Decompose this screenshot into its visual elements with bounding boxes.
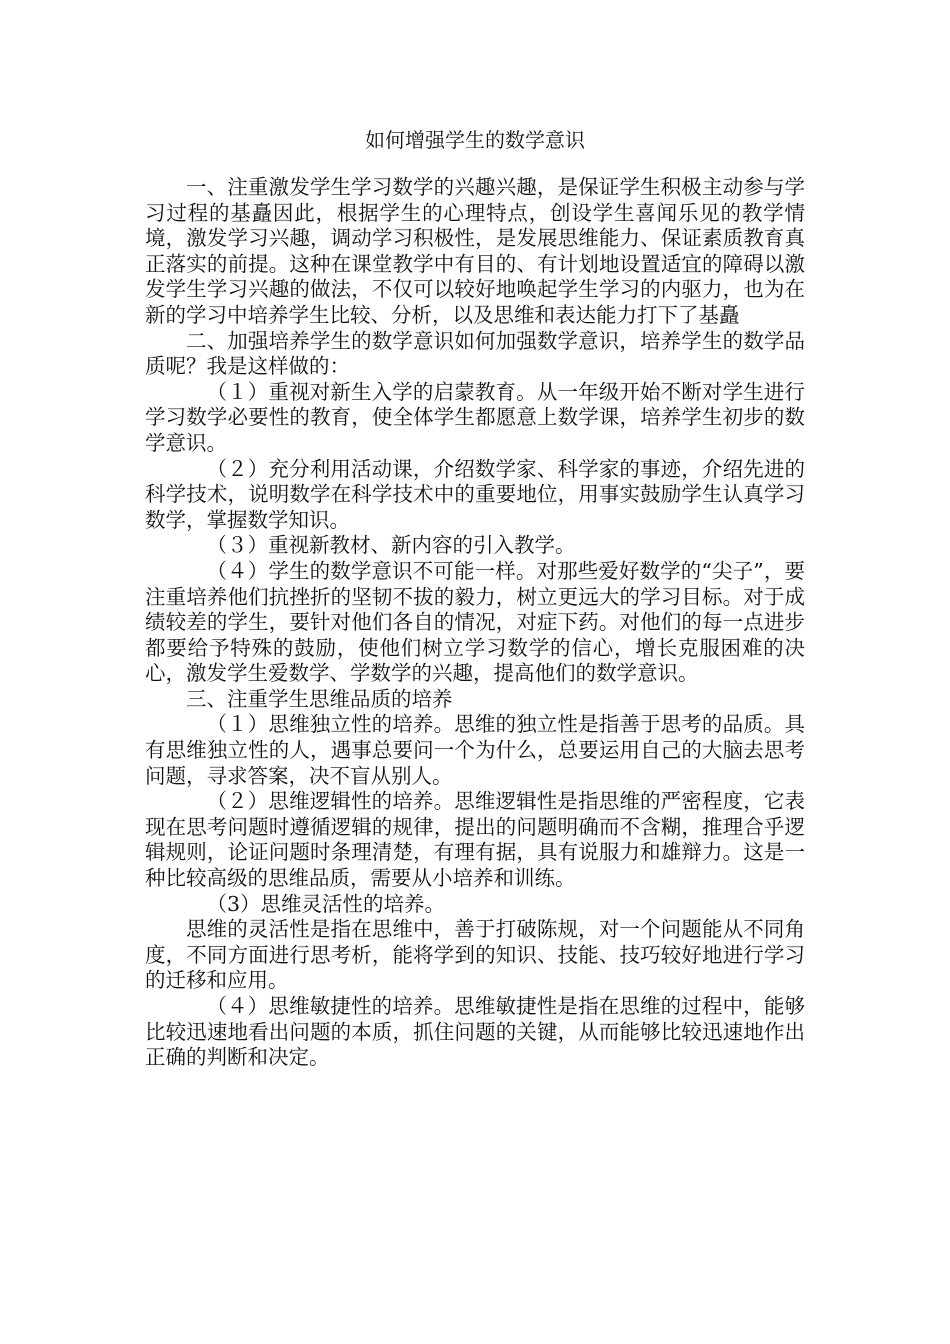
paragraph-section-1: 一、注重激发学生学习数学的兴趣兴趣，是保证学生积极主动参与学习过程的基矗因此，根据学生的心理特点，创设学生喜闻乐见的教学情境，激发学习兴趣，调动学习积极性，是发展思维能力、保证素质教育真正落实的前提。这种在课堂教学中有目的、有计划地设置适宜的障碍以激发学生学习兴趣的做法，不仅可以较好地唤起学生学习的内驱力，也为在新的学习中培养学生比较、分析，以及思维和表达能力打下了基矗 (145, 175, 805, 327)
paragraph-section-2-item-1: （１）重视对新生入学的启蒙教育。从一年级开始不断对学生进行学习数学必要性的教育，使全体学生都愿意上数学课，培养学生初步的数学意识。 (145, 379, 805, 455)
paragraph-section-2-item-2: （２）充分利用活动课，介绍数学家、科学家的事迹，介绍先进的科学技术，说明数学在科学技术中的重要地位，用事实鼓励学生认真学习数学，掌握数学知识。 (145, 456, 805, 532)
document-body (145, 175, 805, 1071)
paragraph-section-2-item-4: （４）学生的数学意识不可能一样。对那些爱好数学的“尖子”，要注重培养他们抗挫折的坚韧不拔的毅力，树立更远大的学习目标。对于成绩较差的学生，要针对他们各自的情况，对症下药。对他们的每一点进步都要给予特殊的鼓励，使他们树立学习数学的信心，增长克服困难的决心，激发学生爱数学、学数学的兴趣，提高他们的数学意识。 (145, 558, 805, 686)
paragraph-section-3-item-3-body: 思维的灵活性是指在思维中，善于打破陈规，对一个问题能从不同角度，不同方面进行思考析，能将学到的知识、技能、技巧较好地进行学习的迁移和应用。 (145, 917, 805, 993)
paragraph-section-3-item-3: （3）思维灵活性的培养。 (206, 891, 446, 916)
paragraph-section-3-item-2: （２）思维逻辑性的培养。思维逻辑性是指思维的严密程度，它表现在思考问题时遵循逻辑的规律，提出的问题明确而不含糊，推理合乎逻辑规则，论证问题时条理清楚，有理有据，具有说服力和雄辩力。这是一种比较高级的思维品质，需要从小培养和训练。 (145, 789, 805, 891)
paragraph-section-3: 三、注重学生思维品质的培养 (186, 686, 453, 711)
document-title: 如何增强学生的数学意识 (365, 128, 585, 152)
paragraph-section-3-item-1: （１）思维独立性的培养。思维的独立性是指善于思考的品质。具有思维独立性的人，遇事总要问一个为什么，总要运用自己的大脑去思考问题，寻求答案，决不盲从别人。 (145, 712, 805, 788)
paragraph-section-3-item-4: （４）思维敏捷性的培养。思维敏捷性是指在思维的过程中，能够比较迅速地看出问题的本质，抓住问题的关键，从而能够比较迅速地作出正确的判断和决定。 (145, 994, 805, 1070)
paragraph-section-2: 二、加强培养学生的数学意识如何加强数学意识，培养学生的数学品质呢？我是这样做的： (145, 328, 805, 379)
paragraph-section-2-item-3: （３）重视新教材、新内容的引入教学。 (206, 533, 576, 558)
